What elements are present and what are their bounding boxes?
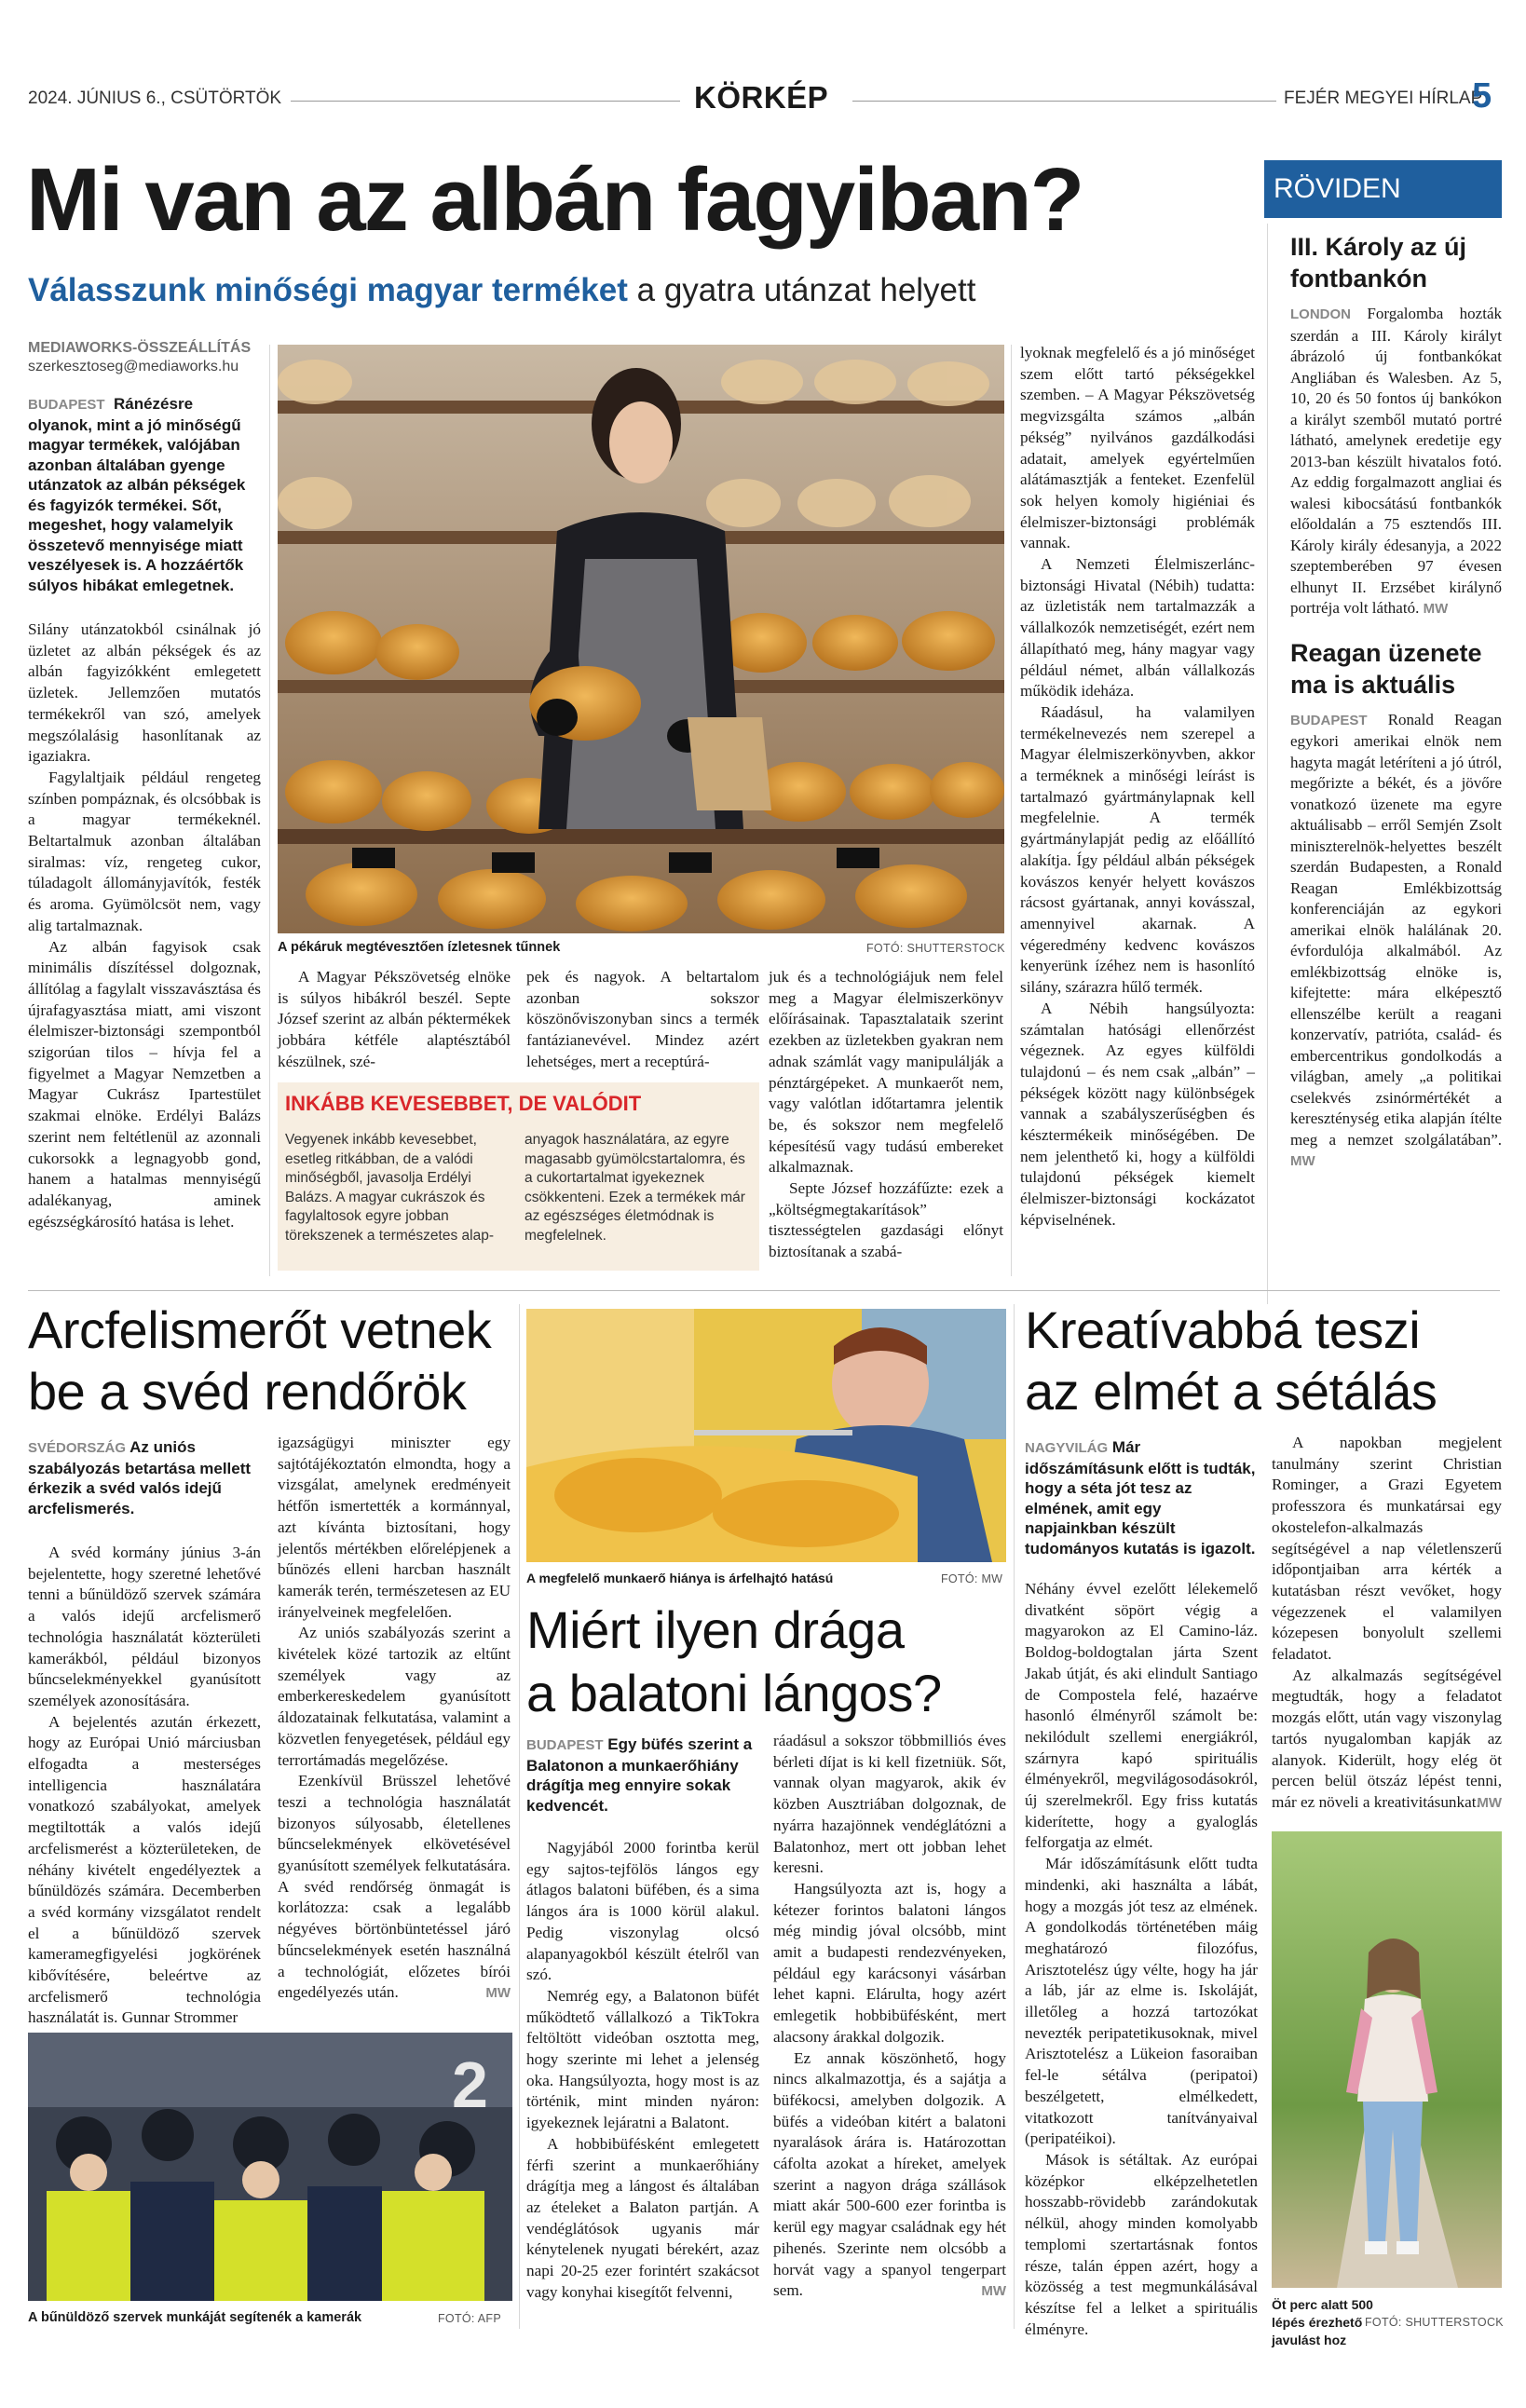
subtitle-rest: a gyatra utánzat helyett xyxy=(627,272,976,308)
langos-lead-text: Egy büfés szerint a Balatonon a munkaerőhiány drágítja meg ennyire sokak kedvencét. xyxy=(526,1735,753,1815)
paragraph: Nemrég egy, a Balatonon büfét működtető vállalkozó a TikTokra feltöltött videóban osztotta meg, hogy szerinte mi lehet a jelenség oka. Hangsúlyozta, hogy most is az történik, mint minden nyáron: igyekeznek lejáratni a Balatont. xyxy=(526,1986,759,2132)
roviden-item2-loc: BUDAPEST xyxy=(1290,712,1368,728)
setalas-title xyxy=(1025,1299,1437,1422)
paragraph: igazságügyi miniszter egy sajtótájékoztatón elmondta, hogy a vizsgálat, amelynek eredményeit hétfőn ismertették a kormánnyal, azt kívánta biztosítani, hogy jelentős mértékben előrelépjenek a bűnözés elleni harcban használt kamerák terén, természetesen az EU irányelveinek megfelelően. xyxy=(278,1434,511,1621)
roviden-item1-mw: MW xyxy=(1423,601,1449,617)
arc-col1-text xyxy=(28,1543,261,2029)
info-box xyxy=(278,1082,759,1271)
setalas-title-line2: az elmét a sétálás xyxy=(1025,1362,1437,1421)
main-col5-text xyxy=(1020,343,1255,1231)
paragraph: A Nébih hangsúlyozta: számtalan hatósági ellenőrzést végeznek. Az egyes külföldi tulajdonú – és nem csak „albán” – pékségek között nagy különbségek vannak a szabályszerűségben és késztermékeik minőségében. De nem jelenthető ki, hogy a külföldi tulajdonú pékségek kiemelt élelmiszer-biztonsági kockázatot képviselnének. xyxy=(1020,999,1255,1229)
roviden-item2-body xyxy=(1264,710,1502,1173)
paragraph: Az uniós szabályozás szerint a kivételek közé tartozik az eltűnt személyek vagy az emberkereskedelem gyanúsított áldozatainak felkutatása, valamint a közvetlen fenyegetések, például egy terrortámadás megelőzése. xyxy=(278,1624,511,1769)
col-rule xyxy=(1011,345,1012,1276)
setalas-lead-loc: NAGYVILÁG xyxy=(1025,1440,1109,1456)
section-title: KÖRKÉP xyxy=(694,80,829,115)
paragraph: pek és nagyok. A beltartalom azonban sokszor köszönőviszonyban sincs a termék fantázianevével. Mindez azért lehetséges, mert a receptúrá- xyxy=(526,968,759,1070)
arc-col1 xyxy=(28,1437,261,2029)
paragraph: lyoknak megfelelő és a jó minőséget szem előtt tartó pékségekkel szemben. – A Magyar Pékszövetség megvizsgálta számos „albán pékség” nyilvános gazdálkodási adatait, amelyek egyértelműen alátámasztják a fenteket. Ezenfelül sok helyen komoly higiéniai és élelmiszer-biztonsági problémák vannak. xyxy=(1020,344,1255,552)
roviden-header: RÖVIDEN xyxy=(1264,160,1502,218)
setalas-lead-text: Már időszámításunk előtt is tudták, hogy a séta jót tesz az elmének, amit egy napjainkban készült tudományos kutatás is igazolt. xyxy=(1025,1438,1256,1558)
setalas-col1-text xyxy=(1025,1579,1258,2340)
main-lead-text: Ránézésre olyanok, mint a jó minőségű magyar termékek, valójában azonban általában gyenge utánzatok az albán pékségek és fagyizók termékei. Sőt, megeshet, hogy valamelyik összetevő mennyisége miatt veszélyesek is. A hozzáértők súlyos hibákat emlegetnek. xyxy=(28,395,246,594)
police-photo xyxy=(28,2033,512,2301)
roviden-item2-text: Ronald Reagan egykori amerikai elnök nem hagyta magát letéríteni a jó útról, megőrizte a békét, és a jövőre vonatkozó üzenete ma egyre aktuálisabb – erről Semjén Zsolt miniszterelnök-helyettes beszélt szerdán Budapesten, a Ronald Reagan Emlékbizottság konferenciáján az egykori amerikai elnök halálának 20. évfordulója alkalmából. Az emlékbizottság elnöke is, kifejtette: mára elképesztő ellenszélbe került a reagani konzervatív, patrióta, család- és embercentrikus gondolkodás a világban, amely „a politikai cselekvés zsinórmértékét a kereszténység etika alapján ítélte meg a nemzet szolgálatában”. xyxy=(1290,710,1502,1149)
svg-text:2: 2 xyxy=(452,2048,488,2121)
langos-lead-loc: BUDAPEST xyxy=(526,1737,604,1753)
paragraph: A napokban megjelent tanulmány szerint Christian Rominger, a Grazi Egyetem professzora és munkatársai egy okostelefon-alkalmazás segítségével a nap véletlenszerű időpontjaiban arra kérték a kutatásban részt vevőket, hogy végezzenek el valamilyen kózepesen bonyolult szellemi feladatot. xyxy=(1272,1434,1502,1664)
arc-lead xyxy=(28,1437,261,1518)
roviden-item1-text: Forgalomba hozták szerdán a III. Károly királyt ábrázoló új fontbankókat Angliában és Walesben. Az 5, 10, 20 és 50 fontos új bankókon a királyt szemből mutató portré látható, amelynek eredetije egy 2013-ban készült hivatalos fotó. Az eddig forgalmazott angliai és walesi kibocsátású fontbankók előoldalán a 75 esztendős III. Károly király édesanyja, a 2022 szeptemberében 97 évesen elhunyt II. Erzsébet királynő portréja volt látható. xyxy=(1290,305,1502,617)
byline-email: szerkesztoseg@mediaworks.hu xyxy=(28,359,239,374)
setalas-col1 xyxy=(1025,1437,1258,2340)
arc-title xyxy=(28,1299,491,1422)
roviden-column xyxy=(1264,158,1502,1309)
info-box-title: INKÁBB KEVESEBBET, DE VALÓDIT xyxy=(285,1092,642,1115)
byline: MEDIAWORKS-ÖSSZEÁLLÍTÁS xyxy=(28,340,252,356)
section-separator xyxy=(28,1290,1500,1291)
walking-woman-photo xyxy=(1272,1831,1502,2288)
arc-mw: MW xyxy=(485,1984,511,2001)
paragraph: Már időszámításunk előtt tudta mindenki, aki használta a lábát, hogy a mozgás jót tesz az elmének. A gondolkodás történetében máig meghatározó filozófus, Arisztotelész úgy vélte, hogy ha jár a láb, jár az elme is. Iskoláját, illetőleg a hozzá tartozókat nevezték peripatetikusoknak, mivel Arisztotelész a Lükeion fasoraiban fel-le sétálva (peripatoi) beszélgetett, elmélkedett, vitatkozott tanítványaival (peripatéikoi). xyxy=(1025,1855,1258,2148)
police-photo-caption: A bűnüldöző szervek munkáját segítenék a kamerák xyxy=(28,2310,362,2325)
header-date: 2024. JÚNIUS 6., CSÜTÖRTÖK xyxy=(28,88,282,108)
paragraph: A hobbibüfésként emlegetett férfi szerint a munkaerőhiány drágítja meg a lángost és általában az ételeket a Balaton partján. A vendéglátósok ugyanis már kénytelenek nyugati bérekért, azaz napi 20-25 ezer forintért szakácsot vagy konyhai kisegítőt felvenni, xyxy=(526,2134,759,2301)
bakery-photo-caption: A pékáruk megtévesztően ízletesnek tűnnek xyxy=(278,940,561,955)
langos-photo-credit: FOTÓ: MW xyxy=(941,1572,1003,1585)
paragraph: Nagyjából 2000 forintba kerül egy sajtos-tejfölös lángos egy átlagos balatoni büfében, és a sima lángos ára is 1000 körül alakul. Pedig viszonylag olcsó alapanyagokból készült ételről van szó. xyxy=(526,1839,759,1984)
page-number: 5 xyxy=(1472,76,1492,116)
main-col4-text xyxy=(769,967,1003,1263)
main-lead xyxy=(28,394,261,595)
paragraph: A bejelentés azután érkezett, hogy az Európai Unió márciusban elfogadta a mesterséges intelligencia használatára vonatkozó szabályokat, amelyek megtiltották a valós idejű arcfelismerést a közterületeken, de néhány kivételt engedélyeztek a bűnüldözés számára. Decemberben a svéd kormány vizsgálatot rendelt el a bűnüldöző szervek kameramegfigyelési jogkörének kibővítésére, beleértve az arcfelismerő technológia használatát is. Gunnar Strommer xyxy=(28,1712,261,2027)
paragraph: Mások is sétáltak. Az európai középkor elképzelhetetlen hosszabb-rövidebb zarándokutak nélkül, ahogy minden komolyabb templomi szertartásnak fontos része, talán éppen azért, hogy a közösség a test megmunkálásával készítse fel a lelket a spirituális élményre. xyxy=(1025,2150,1258,2338)
paragraph: Septe József hozzáfűzte: ezek a „költségmegtakarítások” tisztességtelen gazdasági előnyt biztosítanak a szabá- xyxy=(769,1179,1003,1261)
col-rule xyxy=(1014,1304,1015,2329)
header-rule-right xyxy=(852,101,1276,102)
paragraph: Silány utánzatokból csinálnak jó üzletet az albán pékségek és az albán fagyizókként emlegetett üzletek. Jellemzően mutatós termékekről van szó, amelyek megszólalásig hasonlítanak az igaziakra. xyxy=(28,620,261,766)
paragraph: Az albán fagyisok csak minimális díszítéssel dolgoznak, állítólag a fagylalt visszavásztása és újrafagyasztása miatt, ami viszont élelmiszer-biztonsági szempontból szigorúan tilos – hívja fel a figyelmet a Magyar Nemzetben a Magyar Cukrász Ipartestület szakmai elnöke. Erdélyi Balázs szerint nem feltétlenül az azonnali cukorsokk a legnagyobb gond, hanem a hatalmas mennyiségű adalékanyag, aminek egészségkárosító hatása is lehet. xyxy=(28,937,261,1231)
paragraph: A Magyar Pékszövetség elnöke is súlyos hibákról beszél. Septe József szerint az albán péktermékek jobbára kétféle alaptésztából készülnek, szé- xyxy=(278,968,511,1070)
col-rule xyxy=(269,345,270,1276)
walking-photo-credit: FOTÓ: SHUTTERSTOCK xyxy=(1365,2316,1504,2329)
main-col1-text xyxy=(28,619,261,1232)
roviden-item1-loc: LONDON xyxy=(1290,306,1351,322)
info-box-col1: Vegyenek inkább kevesebbet, esetleg ritkábban, de a valódi minőségből, javasolja Erdélyi Balázs. A magyar cukrászok és fagylaltosok egyre jobban törekszenek a természetes alap- xyxy=(285,1132,494,1244)
arc-title-line1: Arcfelismerőt vetnek xyxy=(28,1300,492,1359)
langos-title-line2: a balatoni lángos? xyxy=(526,1664,942,1722)
main-subtitle xyxy=(28,272,975,309)
paragraph: A svéd kormány június 3-án bejelentette, hogy szeretné lehetővé tenni a bűnüldöző szervek számára a valós idejű arcfelismerő technológia használatát közterületi kamerákból, például bizonyos bűncselekményekkel gyanúsított személyek azonosítására. xyxy=(28,1544,261,1709)
langos-col1 xyxy=(526,1735,759,2303)
langos-title xyxy=(526,1599,942,1725)
main-col1 xyxy=(28,340,261,1232)
paragraph: Ez annak köszönhető, hogy nincs alkalmazottja, és a sajátja a büfékocsi, amelyben dolgozik. A büfés a videóban kitért a balatoni nyaralások árára is. Határozottan cáfolta azokat a híreket, amelyek szerint a nagyon drága szállások miatt akár 500-600 ezer forintba is kerül egy magyar családnak egy hét pihenés. Szerinte nem olcsóbb a horvát vagy a spanyol tengerpart sem. xyxy=(773,2048,1006,2300)
paragraph: Ezenkívül Brüsszel lehetővé teszi a technológia használatát bizonyos súlyosabb, életellenes bűncselekmények elkövetésével gyanúsított személyek felkutatására. A svéd rendőrség önmagát is korlátozza: csak a legalább négyéves börtönbüntetéssel járó bűncselekmények esetén használná a technológiát, előzetes bírói engedélyezés után. xyxy=(278,1772,511,2002)
paragraph: A Nemzeti Élelmiszerlánc-biztonsági Hivatal (Nébih) tudatta: az üzletisták nem tartalmazzák a vállalkozók nemzetiségét, ezért nem állapítható meg, hány magyar vagy például német, albán vállalkozás működik ideháza. xyxy=(1020,555,1255,701)
roviden-item2-title: Reagan üzenete ma is aktuális xyxy=(1290,638,1482,699)
roviden-item2-mw: MW xyxy=(1290,1153,1315,1169)
paragraph: Hangsúlyozta azt is, hogy a kétezer forintos balatoni lángos még mindig jóval olcsóbb, mint amit a budapesti rendezvényeken, például egy karácsonyi vásárban lehet kapni. Elárulta, hogy azért emlegetik hobbibüfésként, mert alacsony árakkal dolgozik. xyxy=(773,1879,1006,2046)
setalas-lead xyxy=(1025,1437,1258,1558)
subtitle-bold: Válasszunk minőségi magyar terméket xyxy=(28,272,628,308)
langos-mw: MW xyxy=(981,2282,1006,2299)
paragraph: Fagylaltjaik például rengeteg színben pompáznak, és olcsóbbak is a magyar termékeknél. Beltartalmuk azonban általában siralmas: víz, rengeteg cukor, túladagolt állományjavítók, festék és aroma. Gyümölcsöt nem, vagy alig tartalmaznak. xyxy=(28,768,261,934)
arc-lead-loc: SVÉDORSZÁG xyxy=(28,1440,127,1456)
col-rule xyxy=(519,1304,520,2329)
main-col3-text xyxy=(526,967,759,1073)
setalas-mw: MW xyxy=(1477,1794,1502,1811)
paragraph: Ráadásul, ha valamilyen termékelnevezés nem szerepel a Magyar élelmiszerkönyvben, akkor a terméknek a minőségi leírást is tartalmazó gyártmánylapnak kell megfelelnie. A termék gyártmánylapját pedig az előállító alakítja. Így például albán pékségek kovászos kenyér helyett kovászos rácsost gyártanak, annyi kovásszal, amennyivel akarnak. A végeredmény kedvenc kovászos kenyerünk ízéhez nem is hasonlító silány, szárazra hűlő termék. xyxy=(1020,702,1255,997)
main-title: Mi van az albán fagyiban? xyxy=(26,150,1083,250)
setalas-col2-text xyxy=(1272,1433,1502,1814)
arc-lead-text: Az uniós szabályozás betartása mellett érkezik a svéd valós idejű arcfelismerés. xyxy=(28,1438,252,1517)
roviden-rule xyxy=(1267,224,1268,1304)
roviden-item1-body xyxy=(1264,304,1502,620)
header-rule-left xyxy=(291,101,680,102)
langos-title-line1: Miért ilyen drága xyxy=(526,1600,905,1659)
arc-title-line2: be a svéd rendőrök xyxy=(28,1362,467,1421)
main-col2-text xyxy=(278,967,511,1073)
police-photo-credit: FOTÓ: AFP xyxy=(438,2312,501,2325)
paragraph: juk és a technológiájuk nem felel meg a Magyar élelmiszerkönyv előírásainak. Tapasztalataik szerint ezekben az üzletekben gyakran nem adnak számlát vagy manipulálják a pénztárgépeket. A munkaerőt nem, vagy valótlan időtartamra jelentik be, és sokszor nem megfelelő képesítésű vagy tudású embereket alkalmaznak. xyxy=(769,968,1003,1177)
paragraph: Néhány évvel ezelőtt lélekemelő divatként söpört végig a magyarokon az El Camino-láz. Boldog-boldogtalan járta Szent Jakab útját, és aki elindult Santiago de Compostela felé, hazaérve hasonló élményről számolt be: nekilódult szellemi energiákról, szárnyra kapó spirituális élményekről, megvilágosodásokról, új szerelmekről. Egy friss kutatás kiderítette, hogy a gyaloglás felforgatja az elmét. xyxy=(1025,1580,1258,1852)
paper-name: FEJÉR MEGYEI HÍRLAP xyxy=(1284,88,1483,108)
roviden-item1-title: III. Károly az új fontbankón xyxy=(1290,233,1467,292)
walking-photo-caption: Öt perc alatt 500 lépés érezhető javulást hoz xyxy=(1272,2297,1373,2347)
arc-col2-text xyxy=(278,1433,511,2005)
paragraph: ráadásul a sokszor többmilliós éves bérleti díjat is ki kell fizetniük. Sőt, vannak olyan magyarok, akik év közben Ausztriában dolgoznak, de nyárra hazajönnek vendéglátózni a Balatonhoz, mert ott jobban lehet keresni. xyxy=(773,1732,1006,1877)
bakery-photo xyxy=(278,345,1004,933)
langos-photo xyxy=(526,1309,1006,1562)
main-lead-loc: BUDAPEST xyxy=(28,397,105,413)
langos-lead xyxy=(526,1735,759,1816)
setalas-title-line1: Kreatívabbá teszi xyxy=(1025,1300,1421,1359)
langos-photo-caption: A megfelelő munkaerő hiánya is árfelhajtó hatású xyxy=(526,1571,834,1585)
info-box-col2: anyagok használatára, az egyre magasabb gyümölcstartalomra, és a cukortartalmat igyekeznek csökkenteni. Ezek a termékek már az egészséges életmódnak is megfelelnek. xyxy=(525,1132,745,1244)
paragraph: Az alkalmazás segítségével megtudták, hogy a feladatot mozgás előtt, után vagy viszonylag tartós nyugalomban kapják az alanyok. Kiderült, hogy elég öt percen belül ötszáz lépést tenni, már ez növeli a kreativitásunkat. xyxy=(1272,1666,1502,1811)
bakery-photo-credit: FOTÓ: SHUTTERSTOCK xyxy=(866,942,1005,955)
langos-col2-text xyxy=(773,1731,1006,2303)
langos-col1-text xyxy=(526,1838,759,2303)
